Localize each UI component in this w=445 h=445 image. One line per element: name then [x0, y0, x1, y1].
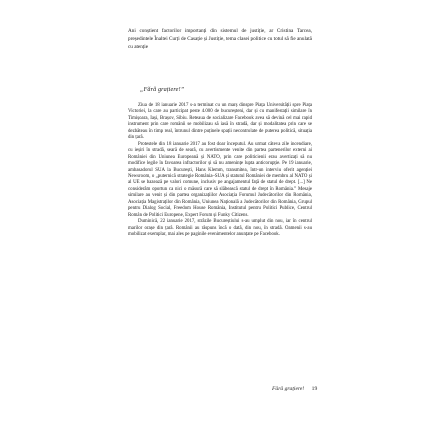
body-paragraph-2: Protestele din 18 ianuarie 2017 au fost doar începutul. Au urmat câteva zile incendiare, cu ieșiri în stradă, seară de seară, cu avertismente venite din partea partenerilor externi ai României din Uniunea Europeană și NATO, prin care politicienii erau avertizați să nu modifice legile în favoarea infractorilor și să nu amenințe lupta anticorupție. Pe 19 ianuarie, ambasadorul SUA la București, Hans Klemm, transmitea, într-un interviu oferit agenției Newsroom, o „puternică strategie România–SUA și statutul României de membru al NATO și al UE se bazează pe valori comune, inclusiv pe angajamentul față de statul de drept. [...] Ne considerăm oportun ca nici o măsură care să slăbească statul de drept în România.” Mesaje similare au venit și din partea organizațiilor Asociația Forumul Judecătorilor din România, Asociația Magistraților din România, Uniunea Națională a Judecătorilor din România, Grupul pentru Dialog Social, Freedom House România, Institutul pentru Politici Publice, Centrul Român de Politici Europene, Expert Forum și Funky Citizens.: [128, 141, 312, 218]
epigraph: „Fără grațiere!”: [140, 86, 185, 93]
body-paragraph-3: Duminică, 22 ianuarie 2017, străzile Bucureștiului s-au umplut din nou, iar în centrul marilor orașe din țară. Românii au răspuns încă o dată, din nou, în stradă. Oamenii s-au mobilizat exemplar, mai ales pe paginile evenimentelor anunțate pe Facebook.: [128, 219, 312, 238]
page-footer: [272, 386, 317, 392]
body-paragraph-1: Ziua de 18 ianuarie 2017 s-a terminat cu un marș dinspre Piața Universității spre Piața Victoriei, la care au participat peste 4.000 de bucureșteni, dar și cu manifestații similare în Timișoara, Iași, Brașov, Sibiu. Reteaua de socializare Facebook avea să devină cel mai rapid instrument prin care românii se mobilizau să iasă în stradă, dar și modalitatea prin care se dezbăteau în timp real, întrunul dintre puținele spații necontrolate de puterea politică, situația din țară.: [128, 103, 312, 141]
intro-block: [128, 28, 312, 51]
intro-paragraph: Ani conștient factorilor importanți din sistemul de justiție, ar Cristina Tarcea, președintele Înaltei Curți de Casație și Justiție, tema clasei politice cu totul să fie anulată cu atenție: [128, 28, 312, 50]
running-footer-title: Fără grațiere!: [272, 386, 305, 392]
body-text: [128, 103, 312, 239]
page-number: 19: [311, 386, 318, 392]
